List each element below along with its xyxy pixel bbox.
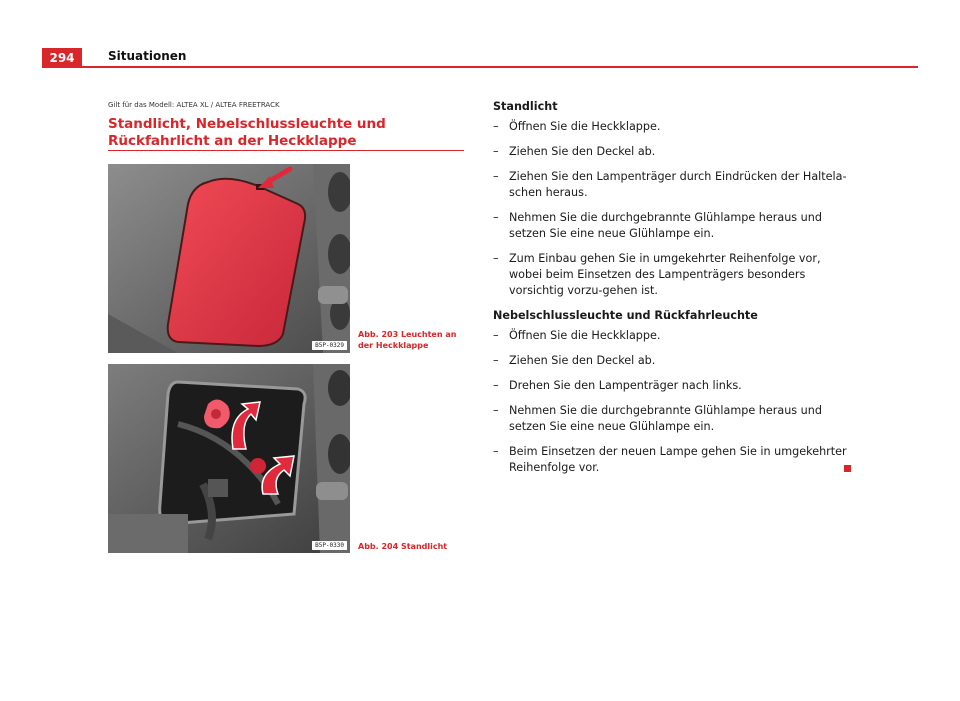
list-item: – Drehen Sie den Lampenträger nach links. [493, 379, 742, 392]
instructions-column [493, 99, 849, 485]
list-item: – Ziehen Sie den Lampenträger durch Eindrücken der Haltela-schen heraus. [493, 170, 847, 199]
chapter-title: Situationen [108, 49, 187, 63]
lamp-holder-illustration [108, 364, 350, 553]
figure-parking-light [108, 364, 350, 553]
model-applicability: Gilt für das Modell: ALTEA XL / ALTEA FREETRACK [108, 101, 280, 109]
list-item: – Beim Einsetzen der neuen Lampe gehen Sie in umgekehrter Reihenfolge vor. [493, 445, 847, 474]
section-end-marker [844, 465, 851, 472]
figure-code: B5P-0330 [312, 541, 347, 550]
tailgate-cover-illustration [108, 164, 350, 353]
figure-caption: Abb. 204 Standlicht [358, 542, 448, 551]
section-title: Standlicht, Nebelschlussleuchte und Rückfahrlicht an der Heckklappe [108, 116, 386, 149]
list-item: – Nehmen Sie die durchgebrannte Glühlampe heraus und setzen Sie eine neue Glühlampe ein. [493, 404, 822, 433]
list-item: – Nehmen Sie die durchgebrannte Glühlampe heraus und setzen Sie eine neue Glühlampe ein. [493, 211, 822, 240]
figure-tailgate-lights [108, 164, 350, 353]
list-item: – Öffnen Sie die Heckklappe. [493, 329, 661, 342]
list-item: – Ziehen Sie den Deckel ab. [493, 354, 656, 367]
subheading-nebel: Nebelschlussleuchte und Rückfahrleuchte [493, 309, 758, 322]
figure-caption: Abb. 203 Leuchten an der Heckklappe [358, 330, 457, 350]
subheading-standlicht: Standlicht [493, 100, 558, 113]
list-item: – Zum Einbau gehen Sie in umgekehrter Reihenfolge vor, wobei beim Einsetzen des Lampenträgers besonders vorsichtig vorzu-gehen ist. [493, 252, 821, 297]
list-item: – Öffnen Sie die Heckklappe. [493, 120, 661, 133]
figure-code: B5P-0329 [312, 341, 347, 350]
header-rule [82, 66, 918, 68]
list-item: – Ziehen Sie den Deckel ab. [493, 145, 656, 158]
page-number: 294 [42, 48, 82, 68]
title-rule [108, 150, 464, 151]
